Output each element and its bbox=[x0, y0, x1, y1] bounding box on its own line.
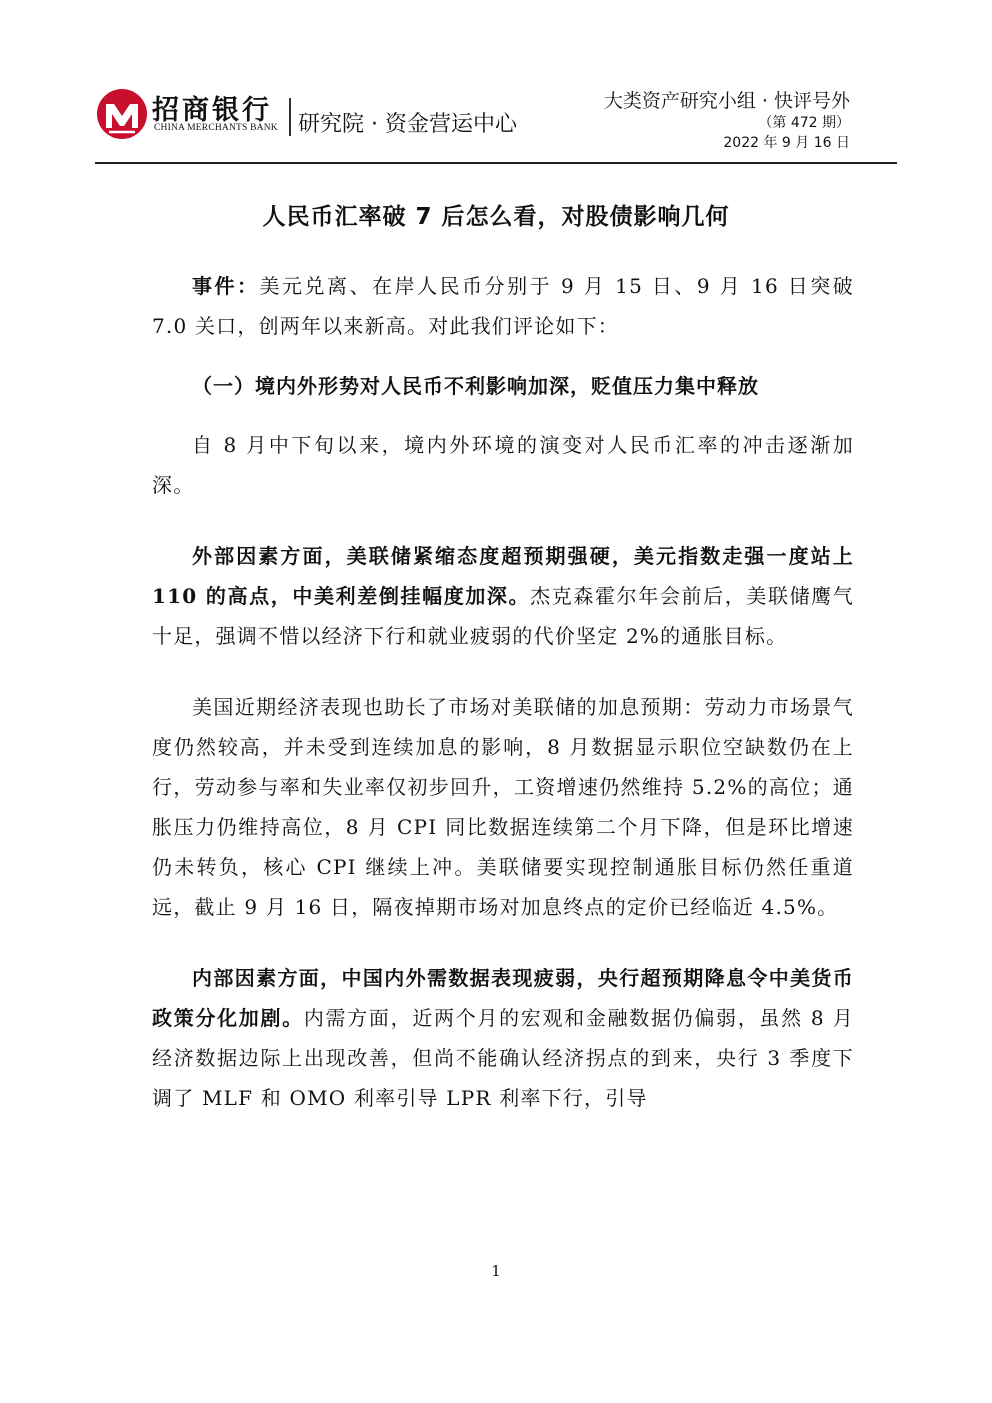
body-paragraph-1: 自 8 月中下旬以来，境内外环境的演变对人民币汇率的冲击逐渐加深。 bbox=[152, 433, 854, 497]
header-divider bbox=[289, 98, 291, 136]
section-heading: （一）境内外形势对人民币不利影响加深，贬值压力集中释放 bbox=[192, 374, 759, 398]
bank-logo-icon bbox=[96, 88, 148, 140]
paragraph-2-text: 杰克森霍尔年会前后，美联储鹰气十足，强调不惜以经济下行和就业疲弱的代价坚定 2%的通胀目标。 bbox=[152, 584, 854, 648]
event-paragraph bbox=[152, 266, 854, 346]
body-paragraph-2 bbox=[152, 536, 854, 656]
body-paragraph-3: 美国近期经济表现也助长了市场对美联储的加息预期：劳动力市场景气度仍然较高，并未受到连续加息的影响，8 月数据显示职位空缺数仍在上行，劳动参与率和失业率仅初步回升，工资增速仍然维持 5.2%的高位；通胀压力仍维持高位，8 月 CPI 同比数据连续第二个月下降，但是环比增速仍未转负，核心 CPI 继续上冲。美联储要实现控制通胀目标仍然任重道远，截止 9 月 16 日，隔夜掉期市场对加息终点的定价已经临近 4.5%。 bbox=[152, 695, 854, 919]
document-header bbox=[0, 0, 992, 170]
paragraph-4-text: 内需方面，近两个月的宏观和金融数据仍偏弱，虽然 8 月经济数据边际上出现改善，但尚不能确认经济拐点的到来，央行 3 季度下调了 MLF 和 OMO 利率引导 LPR 利率下行，引导 bbox=[152, 1006, 855, 1110]
report-series: 大类资产研究小组 · 快评号外 bbox=[603, 90, 850, 112]
department-name: 研究院 · 资金营运中心 bbox=[298, 112, 517, 137]
event-label: 事件： bbox=[192, 274, 260, 298]
page-number: 1 bbox=[491, 1262, 501, 1280]
paragraph-2-lead: 外部因素方面，美联储紧缩态度超预期强硬，美元指数走强一度站上 110 的高点，中美利差倒挂幅度加深。 bbox=[152, 544, 854, 608]
document-body bbox=[152, 266, 854, 1118]
bank-name-en: CHINA MERCHANTS BANK bbox=[154, 123, 278, 133]
report-date: 2022 年 9 月 16 日 bbox=[723, 135, 850, 151]
event-text: 美元兑离、在岸人民币分别于 9 月 15 日、9 月 16 日突破 7.0 关口，创两年以来新高。对此我们评论如下： bbox=[152, 274, 854, 338]
body-paragraph-4 bbox=[152, 958, 854, 1118]
paragraph-4-lead: 内部因素方面，中国内外需数据表现疲弱，央行超预期降息令中美货币政策分化加剧。 bbox=[152, 966, 854, 1030]
document-title: 人民币汇率破 7 后怎么看，对股债影响几何 bbox=[262, 204, 730, 230]
header-rule bbox=[95, 162, 897, 164]
report-issue: （第 472 期） bbox=[758, 115, 850, 131]
bank-name-cn: 招商银行 bbox=[152, 95, 272, 126]
